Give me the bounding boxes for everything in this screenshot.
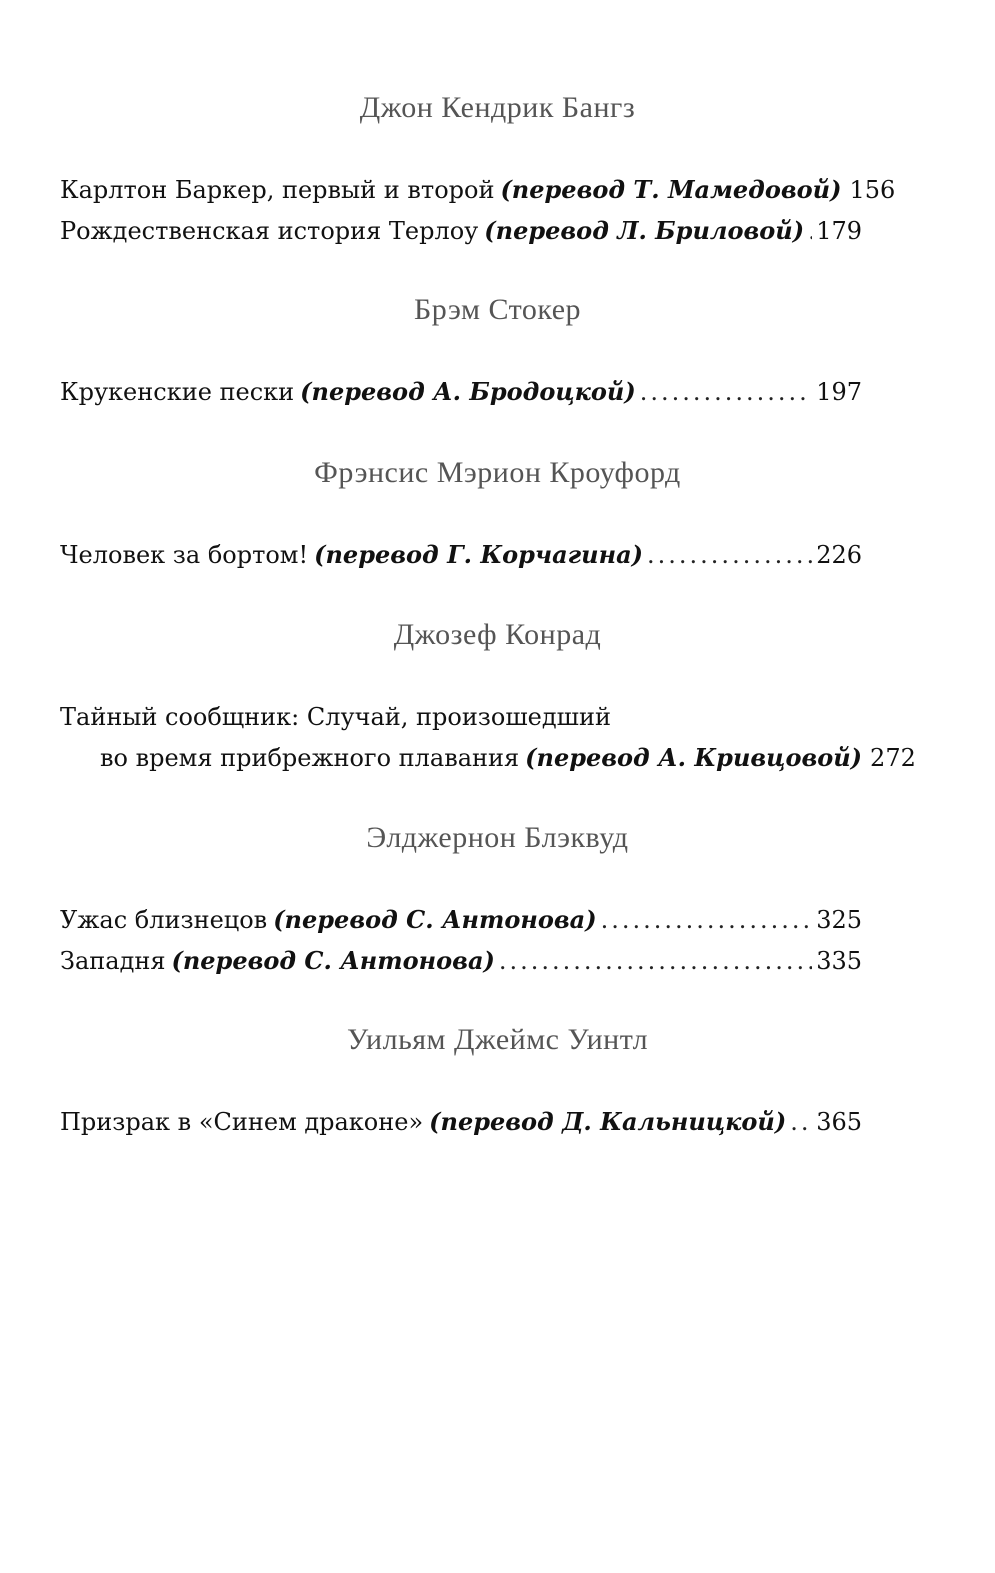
entry-page-number: 156 — [849, 176, 896, 204]
entry-title: Карлтон Баркер, первый и второй — [60, 176, 495, 204]
author-heading: Джон Кендрик Бангз — [359, 91, 636, 124]
dot-leader — [790, 1106, 812, 1138]
toc-entry — [60, 376, 862, 408]
entry-page-number: 335 — [816, 947, 862, 975]
entry-title: во время прибрежного плавания — [100, 744, 520, 772]
entry-page-number: 272 — [870, 744, 916, 772]
entry-title: Западня — [60, 947, 166, 975]
entry-title: Рождественская история Терлоу — [60, 217, 479, 245]
entry-title-line: Тайный сообщник: Случай, произошедший — [60, 703, 611, 731]
dot-leader — [601, 904, 813, 936]
author-heading: Элджернон Блэквуд — [366, 821, 629, 854]
dot-leader — [640, 376, 812, 408]
entry-translator: (перевод Т. Мамедовой) — [500, 175, 842, 204]
entry-translator: (перевод С. Антонова) — [273, 905, 597, 934]
author-heading: Фрэнсис Мэрион Кроуфорд — [314, 456, 681, 489]
entry-page-number: 365 — [816, 1108, 862, 1136]
entry-translator: (перевод Д. Кальницкой) — [429, 1107, 787, 1136]
entry-page-number: 226 — [816, 541, 862, 569]
toc-entry — [60, 539, 862, 571]
entry-title: Призрак в «Синем драконе» — [60, 1108, 424, 1136]
entry-title: Крукенские пески — [60, 378, 295, 406]
entry-title: Человек за бортом! — [60, 541, 309, 569]
author-heading: Уильям Джеймс Уинтл — [346, 1023, 649, 1056]
entry-title: Ужас близнецов — [60, 906, 268, 934]
entry-translator: (перевод С. Антонова) — [171, 946, 495, 975]
dot-leader — [647, 539, 812, 571]
entry-translator: (перевод А. Кривцовой) — [525, 743, 863, 772]
toc-entry — [60, 1106, 862, 1138]
entry-translator: (перевод Л. Бриловой) — [484, 216, 805, 245]
toc-entry — [60, 945, 862, 977]
entry-page-number: 325 — [816, 906, 862, 934]
toc-entry — [60, 174, 896, 206]
dot-leader — [808, 215, 812, 247]
dot-leader — [499, 945, 812, 977]
toc-entry — [60, 215, 862, 247]
entry-page-number: 179 — [816, 217, 862, 245]
author-heading: Джозеф Конрад — [393, 618, 602, 651]
author-heading: Брэм Стокер — [413, 293, 582, 326]
entry-translator: (перевод Г. Корчагина) — [314, 540, 644, 569]
entry-page-number: 197 — [816, 378, 862, 406]
toc-entry — [60, 904, 862, 936]
entry-translator: (перевод А. Бродоцкой) — [300, 377, 636, 406]
toc-entry — [100, 742, 916, 774]
